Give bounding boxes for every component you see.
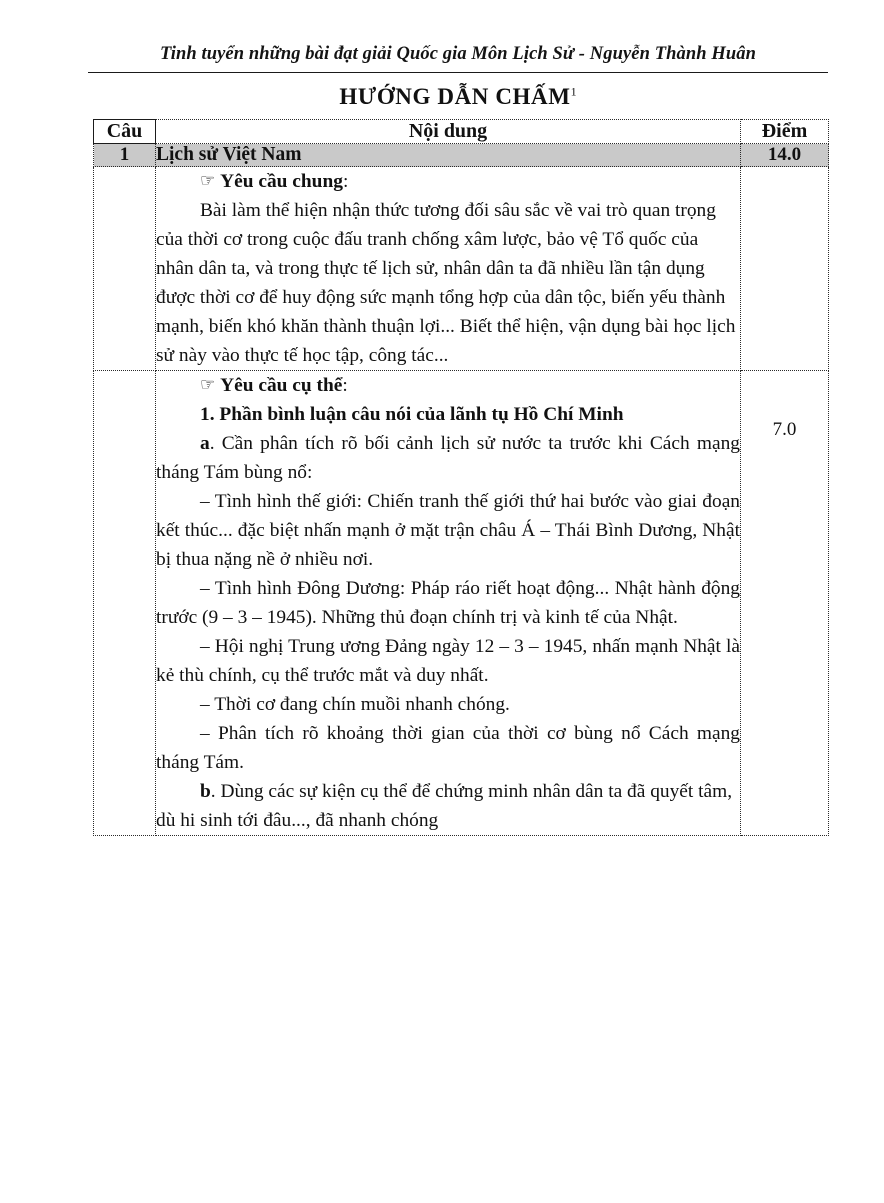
cell-question-number-blank-2 [94, 371, 156, 836]
column-header-noi-dung: Nội dung [156, 120, 741, 144]
heading-colon-2: : [342, 375, 348, 396]
cell-general-requirements [156, 167, 741, 371]
running-header: Tinh tuyển những bài đạt giải Quốc gia Môn Lịch Sử - Nguyễn Thành Huân [160, 44, 756, 64]
paragraph-item-b-text: . Dùng các sự kiện cụ thể để chứng minh nhân dân ta đã quyết tâm, dù hi sinh tới đâu..., đã nhanh chóng [156, 781, 733, 831]
heading-label-2: Yêu cầu cụ thể [220, 375, 343, 396]
page-title-text: HƯỚNG DẪN CHẤM [339, 84, 571, 109]
column-header-cau: Câu [94, 120, 156, 144]
table-header-row [94, 120, 829, 144]
header-rule [88, 72, 828, 73]
pointing-hand-icon-2: ☞ [200, 375, 216, 394]
paragraph-bullet-the-gioi: – Tình hình thế giới: Chiến tranh thế giới thứ hai bước vào giai đoạn kết thúc... đặc biệt nhấn mạnh ở mặt trận châu Á – Thái Bình Dương, Nhật bị thua nặng nề ở nhiều nơi. [156, 491, 740, 570]
cell-question-number: 1 [94, 144, 156, 167]
heading-colon: : [342, 171, 349, 192]
table-row-general [94, 167, 829, 371]
cell-specific-requirements [156, 371, 741, 836]
page-title [88, 84, 828, 110]
table-row-specific [94, 371, 829, 836]
paragraph-bullet-phan-tich: – Phân tích rõ khoảng thời gian của thời cơ bùng nổ Cách mạng tháng Tám. [156, 723, 740, 773]
paragraph-item-b [156, 777, 740, 835]
table-row-section [94, 144, 829, 167]
paragraph-item-a-text: . Cần phân tích rõ bối cảnh lịch sử nước ta trước khi Cách mạng tháng Tám bùng nổ: [156, 433, 740, 483]
grading-guide-table [93, 119, 829, 836]
paragraph-item-1-title: 1. Phần bình luận câu nói của lãnh tụ Hồ Chí Minh [200, 404, 624, 425]
cell-specific-score: 7.0 [741, 371, 829, 836]
label-b: b [200, 781, 211, 802]
paragraph-bullet-hoi-nghi: – Hội nghị Trung ương Đảng ngày 12 – 3 – 1945, nhấn mạnh Nhật là kẻ thù chính, cụ thể trước mắt và duy nhất. [156, 636, 740, 686]
heading-label: Yêu cầu chung [220, 171, 343, 192]
paragraph-bullet-dong-duong: – Tình hình Đông Dương: Pháp ráo riết hoạt động... Nhật hành động trước (9 – 3 – 1945). Những thủ đoạn chính trị và kinh tế của Nhật. [156, 578, 740, 628]
column-header-diem: Điểm [741, 120, 829, 144]
paragraph-bullet-thoi-co: – Thời cơ đang chín muồi nhanh chóng. [200, 694, 510, 715]
paragraph-item-a [156, 429, 740, 487]
cell-score-blank [741, 167, 829, 371]
label-a: a [200, 433, 210, 454]
heading-yeu-cau-chung [156, 167, 740, 196]
cell-question-number-blank [94, 167, 156, 371]
paragraph-general-body: Bài làm thể hiện nhận thức tương đối sâu sắc về vai trò quan trọng của thời cơ trong cuộc đấu tranh chống xâm lược, bảo vệ Tổ quốc của nhân dân ta, và trong thực tế lịch sử, nhân dân ta đã nhiều lần tận dụng được thời cơ để huy động sức mạnh tổng hợp của dân tộc, biến yếu thành mạnh, biến khó khăn thành thuận lợi... Biết thể hiện, vận dụng bài học lịch sử này vào thực tế học tập, công tác... [156, 200, 736, 366]
cell-section-score: 14.0 [741, 144, 829, 167]
cell-section-title: Lịch sử Việt Nam [156, 144, 741, 167]
footnote-marker: 1 [570, 84, 577, 99]
heading-yeu-cau-cu-the [156, 371, 740, 400]
pointing-hand-icon: ☞ [200, 171, 216, 190]
